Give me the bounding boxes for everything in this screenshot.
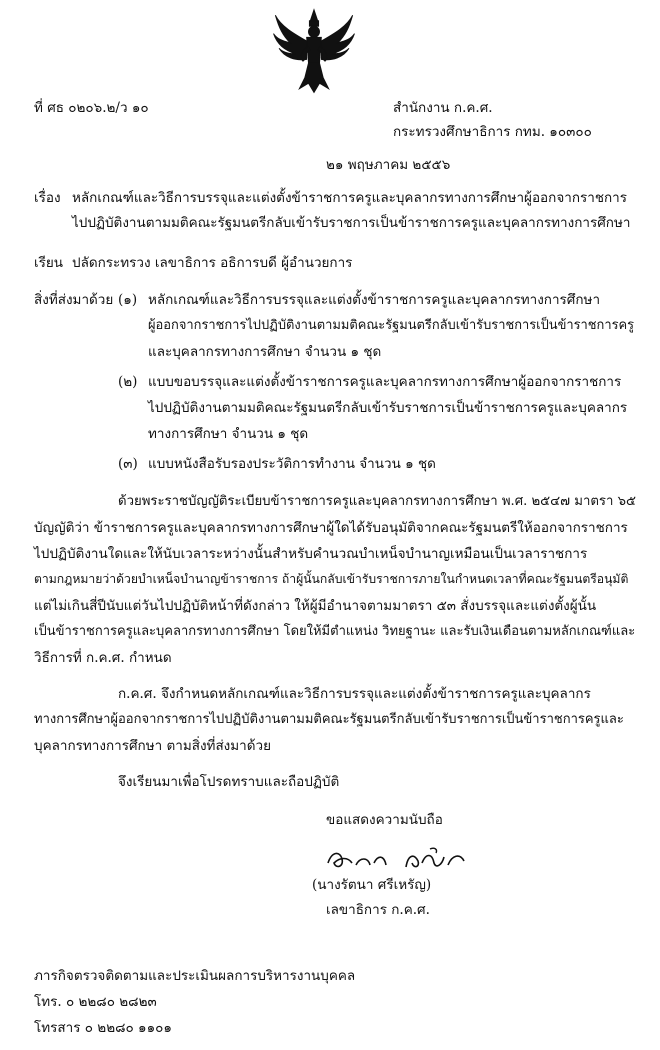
complimentary-close: ขอแสดงความนับถือ [326, 812, 443, 828]
body-line: วิธีการที่ ก.ค.ศ. กำหนด [34, 650, 172, 666]
enclosure-line: แบบขอบรรจุและแต่งตั้งข้าราชการครูและบุคลากรทางการศึกษาผู้ออกจากราชการ [148, 374, 622, 390]
office-address: กระทรวงศึกษาธิการ กทม. ๑๐๓๐๐ [393, 124, 592, 140]
footer-fax: โทรสาร ๐ ๒๒๘๐ ๑๑๐๑ [34, 1020, 172, 1036]
office-name: สำนักงาน ก.ค.ศ. [393, 100, 493, 116]
footer-phone: โทร. ๐ ๒๒๘๐ ๒๘๒๓ [34, 994, 157, 1010]
body-line: ก.ค.ศ. จึงกำหนดหลักเกณฑ์และวิธีการบรรจุและแต่งตั้งข้าราชการครูและบุคลากร [118, 686, 591, 702]
signatory-position: เลขาธิการ ก.ค.ศ. [326, 902, 430, 918]
enclosure-line: หลักเกณฑ์และวิธีการบรรจุและแต่งตั้งข้าราชการครูและบุคลากรทางการศึกษา [148, 292, 601, 308]
enclosure-line: แบบหนังสือรับรองประวัติการทำงาน จำนวน ๑ ชุด [148, 456, 436, 472]
body-line: ทางการศึกษาผู้ออกจากราชการไปปฏิบัติงานตามมติคณะรัฐมนตรีกลับเข้ารับราชการเป็นข้าราชการครูและ [34, 712, 624, 727]
subject-line: ไปปฏิบัติงานตามมติคณะรัฐมนตรีกลับเข้ารับราชการเป็นข้าราชการครูและบุคลากรทางการศึกษา [72, 215, 631, 231]
enclosures-label: สิ่งที่ส่งมาด้วย [34, 292, 114, 308]
recipient-text: ปลัดกระทรวง เลขาธิการ อธิการบดี ผู้อำนวยการ [72, 255, 353, 271]
body-line: บัญญัติว่า ข้าราชการครูและบุคลากรทางการศึกษาผู้ใดได้รับอนุมัติจากคณะรัฐมนตรีให้ออกจากราชการ [34, 520, 628, 536]
recipient-label: เรียน [34, 255, 64, 271]
subject-line: หลักเกณฑ์และวิธีการบรรจุและแต่งตั้งข้าราชการครูและบุคลากรทางการศึกษาผู้ออกจากราชการ [72, 190, 627, 206]
body-line: ตามกฎหมายว่าด้วยบำเหน็จบำนาญข้าราชการ ถ้าผู้นั้นกลับเข้ารับราชการภายในกำหนดเวลาที่คณะรัฐมนตรีอนุมัติ [34, 572, 629, 586]
enclosure-number: (๒) [118, 374, 138, 390]
enclosure-number: (๑) [118, 292, 138, 308]
subject-label: เรื่อง [34, 190, 61, 206]
body-line: แต่ไม่เกินสี่ปีนับแต่วันไปปฏิบัติหน้าที่ดังกล่าว ให้ผู้มีอำนาจตามมาตรา ๕๓ สั่งบรรจุและแต่งตั้งผู้นั้น [34, 598, 597, 614]
enclosure-line: ทางการศึกษา จำนวน ๑ ชุด [148, 426, 309, 442]
document-date: ๒๑ พฤษภาคม ๒๕๕๖ [326, 157, 451, 173]
body-line: ไปปฏิบัติงานใดและให้นับเวลาระหว่างนั้นสำหรับคำนวณบำเหน็จบำนาญเหมือนเป็นเวลาราชการ [34, 546, 588, 562]
garuda-emblem-icon [268, 6, 360, 98]
body-line: บุคลากรทางการศึกษา ตามสิ่งที่ส่งมาด้วย [34, 738, 272, 754]
closing-request: จึงเรียนมาเพื่อโปรดทราบและถือปฏิบัติ [118, 774, 340, 790]
enclosure-number: (๓) [118, 456, 138, 472]
body-line: เป็นข้าราชการครูและบุคลากรทางการศึกษา โดยให้มีตำแหน่ง วิทยฐานะ และรับเงินเดือนตามหลักเกณฑ์และ [34, 624, 636, 639]
footer-department: ภารกิจตรวจติดตามและประเมินผลการบริหารงานบุคคล [34, 968, 356, 984]
body-line: ด้วยพระราชบัญญัติระเบียบข้าราชการครูและบุคลากรทางการศึกษา พ.ศ. ๒๕๔๗ มาตรา ๖๕ [118, 494, 636, 509]
enclosure-line: ไปปฏิบัติงานตามมติคณะรัฐมนตรีกลับเข้ารับราชการเป็นข้าราชการครูและบุคลากร [148, 400, 628, 416]
handwritten-signature [322, 843, 472, 873]
signatory-name: (นางรัตนา ศรีเหรัญ) [312, 877, 432, 893]
enclosure-line: ผู้ออกจากราชการไปปฏิบัติงานตามมติคณะรัฐมนตรีกลับเข้ารับราชการเป็นข้าราชการครู [148, 318, 635, 333]
reference-number: ที่ ศธ ๐๒๐๖.๒/ว ๑๐ [34, 100, 149, 116]
enclosure-line: และบุคลากรทางการศึกษา จำนวน ๑ ชุด [148, 344, 382, 360]
